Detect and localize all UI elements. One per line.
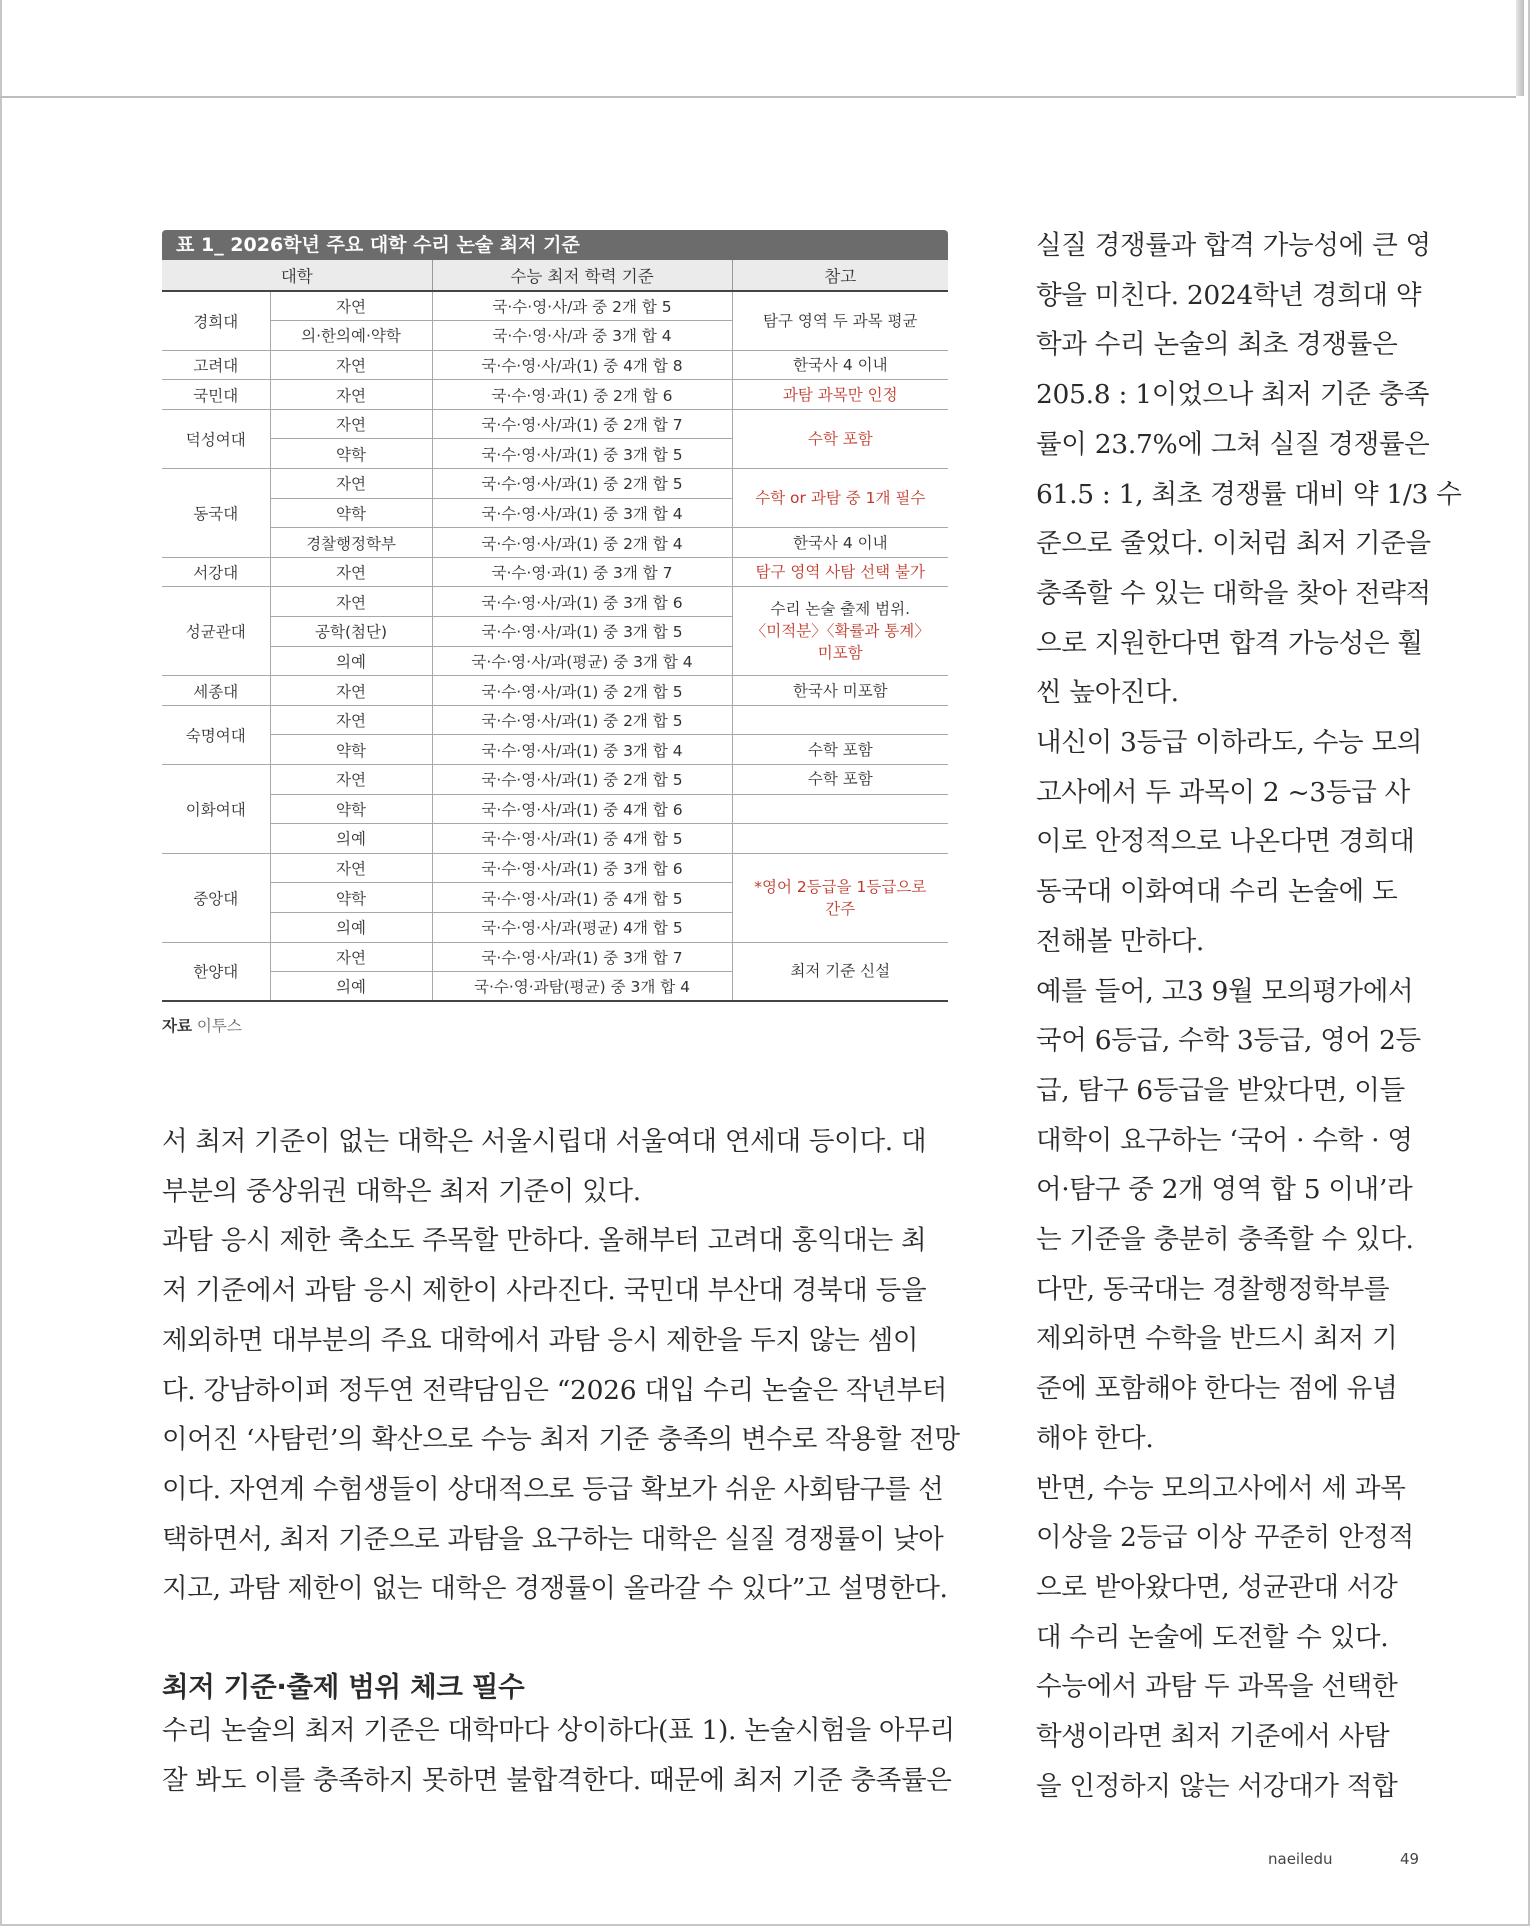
track-cell: 약학	[270, 735, 432, 765]
note-cell: 한국사 4 이내	[732, 528, 948, 558]
source-name: 이투스	[196, 1017, 242, 1036]
note-cell: 수학 포함	[732, 735, 948, 765]
header-criteria: 수능 최저 학력 기준	[432, 260, 732, 291]
note-cell	[732, 587, 948, 676]
table-row	[162, 350, 948, 380]
note-cell-highlight	[732, 853, 948, 942]
page-fold-shadow	[1516, 0, 1524, 96]
text-line: 지고, 과탐 제한이 없는 대학은 경쟁률이 올라갈 수 있다”고 설명한다.	[162, 1573, 948, 1605]
track-cell: 의·한의예·약학	[270, 321, 432, 351]
track-cell: 약학	[270, 498, 432, 528]
criteria-cell: 국·수·영·사/과(1) 중 4개 합 5	[432, 883, 732, 913]
text-line: 부분의 중상위권 대학은 최저 기준이 있다.	[162, 1175, 641, 1207]
criteria-cell: 국·수·영·과(1) 중 3개 합 7	[432, 557, 732, 587]
table-row	[162, 409, 948, 439]
university-cell: 덕성여대	[162, 409, 270, 468]
text-line: 전해볼 만하다.	[1036, 925, 1205, 957]
track-cell: 자연	[270, 350, 432, 380]
text-line: 준으로 줄었다. 이처럼 최저 기준을	[1036, 528, 1431, 560]
table-row	[162, 942, 948, 972]
text-line: 률이 23.7%에 그쳐 실질 경쟁률은	[1036, 428, 1430, 460]
text-line: 이상을 2등급 이상 꾸준히 안정적	[1036, 1522, 1414, 1554]
track-cell: 경찰행정학부	[270, 528, 432, 558]
text-line: 저 기준에서 과탐 응시 제한이 사라진다. 국민대 부산대 경북대 등을	[162, 1275, 927, 1307]
track-cell: 자연	[270, 942, 432, 972]
table-row	[162, 853, 948, 883]
text-line: 향을 미친다. 2024학년 경희대 약	[1036, 279, 1422, 311]
note-cell-highlight: 과탐 과목만 인정	[732, 380, 948, 410]
text-line: 국어 6등급, 수학 3등급, 영어 2등	[1036, 1025, 1421, 1057]
table-header-row	[162, 260, 948, 291]
track-cell: 자연	[270, 853, 432, 883]
right-column-text	[1036, 221, 1462, 1812]
text-line: 61.5 : 1, 최초 경쟁률 대비 약 1/3 수	[1036, 478, 1462, 510]
criteria-cell: 국·수·영·사/과 중 3개 합 4	[432, 321, 732, 351]
criteria-cell: 국·수·영·사/과(1) 중 4개 합 6	[432, 794, 732, 824]
university-cell: 숙명여대	[162, 705, 270, 764]
criteria-cell: 국·수·영·사/과(1) 중 2개 합 4	[432, 528, 732, 558]
criteria-cell: 국·수·영·사/과(1) 중 3개 합 6	[432, 853, 732, 883]
note-cell: 한국사 4 이내	[732, 350, 948, 380]
footer-site-name: naeiledu	[1268, 1850, 1333, 1868]
text-line: 으로 받아왔다면, 성균관대 서강	[1036, 1571, 1398, 1603]
text-line: 을 인정하지 않는 서강대가 적합	[1036, 1770, 1398, 1802]
text-line: 대학이 요구하는 ‘국어 · 수학 · 영	[1036, 1124, 1413, 1156]
text-line: 동국대 이화여대 수리 논술에 도	[1036, 876, 1398, 908]
note-line: 수리 논술 출제 범위.	[770, 600, 911, 619]
header-note: 참고	[732, 260, 948, 291]
track-cell: 자연	[270, 380, 432, 410]
table-row	[162, 676, 948, 706]
track-cell: 자연	[270, 291, 432, 321]
note-cell	[732, 824, 948, 854]
section-heading: 최저 기준·출제 범위 체크 필수	[162, 1671, 525, 1703]
text-line: 다. 강남하이퍼 정두연 전략담임은 “2026 대입 수리 논술은 작년부터	[162, 1374, 948, 1406]
table-row	[162, 291, 948, 321]
criteria-cell: 국·수·영·사/과(평균) 중 3개 합 4	[432, 646, 732, 676]
text-line: 씬 높아진다.	[1036, 677, 1179, 709]
text-line: 서 최저 기준이 없는 대학은 서울시립대 서울여대 연세대 등이다. 대	[162, 1126, 927, 1157]
text-line: 반면, 수능 모의고사에서 세 과목	[1036, 1472, 1406, 1504]
note-cell: 탐구 영역 두 과목 평균	[732, 291, 948, 350]
table-row	[162, 824, 948, 854]
university-cell: 중앙대	[162, 853, 270, 942]
text-line: 이로 안정적으로 나온다면 경희대	[1036, 826, 1415, 858]
text-line: 이다. 자연계 수험생들이 상대적으로 등급 확보가 쉬운 사회탐구를 선	[162, 1473, 944, 1505]
table-row	[162, 380, 948, 410]
table-row	[162, 735, 948, 765]
note-line-highlight: *영어 2등급을 1등급으로	[754, 877, 927, 896]
table-row	[162, 557, 948, 587]
note-cell	[732, 794, 948, 824]
criteria-cell: 국·수·영·사/과(1) 중 3개 합 5	[432, 617, 732, 647]
table-source	[162, 1014, 948, 1036]
text-line: 는 기준을 충분히 충족할 수 있다.	[1036, 1224, 1414, 1256]
university-cell: 한양대	[162, 942, 270, 1001]
note-line-highlight: 미포함	[817, 644, 863, 663]
left-column-text-bottom	[162, 1706, 955, 1805]
top-rule	[0, 96, 1516, 98]
text-line: 다만, 동국대는 경찰행정학부를	[1036, 1273, 1390, 1305]
table-row	[162, 587, 948, 617]
criteria-cell: 국·수·영·과탐(평균) 중 3개 합 4	[432, 972, 732, 1002]
criteria-table	[162, 260, 948, 1002]
university-cell: 세종대	[162, 676, 270, 706]
criteria-cell: 국·수·영·사/과(1) 중 3개 합 4	[432, 498, 732, 528]
track-cell: 자연	[270, 469, 432, 499]
text-line: 수능에서 과탐 두 과목을 선택한	[1036, 1671, 1398, 1703]
text-line: 택하면서, 최저 기준으로 과탐을 요구하는 대학은 실질 경쟁률이 낮아	[162, 1523, 944, 1555]
university-cell: 동국대	[162, 469, 270, 558]
criteria-cell: 국·수·영·사/과 중 2개 합 5	[432, 291, 732, 321]
note-cell-highlight: 수학 포함	[732, 409, 948, 468]
track-cell: 의예	[270, 646, 432, 676]
track-cell: 약학	[270, 883, 432, 913]
text-line: 해야 한다.	[1036, 1422, 1154, 1454]
track-cell: 자연	[270, 557, 432, 587]
criteria-cell: 국·수·영·사/과(1) 중 2개 합 5	[432, 676, 732, 706]
text-line: 제외하면 대부분의 주요 대학에서 과탐 응시 제한을 두지 않는 셈이	[162, 1324, 919, 1356]
table-row	[162, 469, 948, 499]
criteria-cell: 국·수·영·사/과(평균) 4개 합 5	[432, 912, 732, 942]
text-line: 잘 봐도 이를 충족하지 못하면 불합격한다. 때문에 최저 기준 충족률은	[162, 1764, 952, 1796]
criteria-cell: 국·수·영·사/과(1) 중 3개 합 5	[432, 439, 732, 469]
text-line: 준에 포함해야 한다는 점에 유념	[1036, 1373, 1398, 1405]
track-cell: 자연	[270, 587, 432, 617]
criteria-cell: 국·수·영·사/과(1) 중 2개 합 7	[432, 409, 732, 439]
text-line: 학생이라면 최저 기준에서 사탐	[1036, 1721, 1390, 1753]
track-cell: 의예	[270, 824, 432, 854]
university-cell: 국민대	[162, 380, 270, 410]
text-line: 대 수리 논술에 도전할 수 있다.	[1036, 1621, 1389, 1653]
note-cell: 한국사 미포함	[732, 676, 948, 706]
criteria-table-block	[162, 230, 948, 1036]
text-line: 예를 들어, 고3 9월 모의평가에서	[1036, 975, 1414, 1007]
track-cell: 자연	[270, 409, 432, 439]
text-line: 급, 탐구 6등급을 받았다면, 이들	[1036, 1074, 1405, 1106]
text-line: 205.8 : 1이었으나 최저 기준 충족	[1036, 379, 1430, 411]
table-row	[162, 765, 948, 795]
text-line: 충족할 수 있는 대학을 찾아 전략적	[1036, 577, 1431, 609]
table-row	[162, 794, 948, 824]
track-cell: 공학(첨단)	[270, 617, 432, 647]
left-column-text-top	[162, 1117, 960, 1614]
text-line: 제외하면 수학을 반드시 최저 기	[1036, 1323, 1398, 1355]
criteria-cell: 국·수·영·사/과(1) 중 3개 합 4	[432, 735, 732, 765]
text-line: 으로 지원한다면 합격 가능성은 훨	[1036, 627, 1423, 659]
criteria-cell: 국·수·영·사/과(1) 중 2개 합 5	[432, 469, 732, 499]
text-line: 이어진 ‘사탐런’의 확산으로 수능 최저 기준 충족의 변수로 작용할 전망	[162, 1424, 960, 1456]
text-line: 내신이 3등급 이하라도, 수능 모의	[1036, 727, 1423, 759]
track-cell: 자연	[270, 676, 432, 706]
track-cell: 의예	[270, 972, 432, 1002]
text-line: 과탐 응시 제한 축소도 주목할 만하다. 올해부터 고려대 홍익대는 최	[162, 1225, 927, 1257]
table-row	[162, 705, 948, 735]
text-line: 수리 논술의 최저 기준은 대학마다 상이하다(표 1). 논술시험을 아무리	[162, 1715, 955, 1746]
note-cell-highlight: 수학 or 과탐 중 1개 필수	[732, 469, 948, 528]
university-cell: 고려대	[162, 350, 270, 380]
criteria-cell: 국·수·영·사/과(1) 중 3개 합 7	[432, 942, 732, 972]
text-line: 학과 수리 논술의 최초 경쟁률은	[1036, 329, 1398, 361]
criteria-cell: 국·수·영·사/과(1) 중 2개 합 5	[432, 765, 732, 795]
text-line: 고사에서 두 과목이 2 ~3등급 사	[1036, 776, 1410, 808]
track-cell: 약학	[270, 794, 432, 824]
criteria-cell: 국·수·영·사/과(1) 중 4개 합 5	[432, 824, 732, 854]
university-cell: 경희대	[162, 291, 270, 350]
criteria-cell: 국·수·영·사/과(1) 중 4개 합 8	[432, 350, 732, 380]
track-cell: 자연	[270, 705, 432, 735]
table-row	[162, 528, 948, 558]
criteria-cell: 국·수·영·사/과(1) 중 2개 합 5	[432, 705, 732, 735]
university-cell: 성균관대	[162, 587, 270, 676]
text-line: 실질 경쟁률과 합격 가능성에 큰 영	[1036, 230, 1431, 261]
text-line: 어·탐구 중 2개 영역 합 5 이내’라	[1036, 1174, 1413, 1206]
criteria-cell: 국·수·영·사/과(1) 중 3개 합 6	[432, 587, 732, 617]
track-cell: 의예	[270, 912, 432, 942]
source-label: 자료	[162, 1017, 192, 1036]
page-number: 49	[1400, 1850, 1420, 1868]
university-cell: 이화여대	[162, 765, 270, 854]
note-cell: 최저 기준 신설	[732, 942, 948, 1001]
note-line-highlight: 간주	[825, 899, 856, 918]
track-cell: 자연	[270, 765, 432, 795]
criteria-cell: 국·수·영·과(1) 중 2개 합 6	[432, 380, 732, 410]
header-university: 대학	[162, 260, 432, 291]
note-cell: 수학 포함	[732, 765, 948, 795]
track-cell: 약학	[270, 439, 432, 469]
note-cell-highlight: 탐구 영역 사탐 선택 불가	[732, 557, 948, 587]
university-cell: 서강대	[162, 557, 270, 587]
note-line-highlight: 〈미적분〉〈확률과 통계〉	[750, 622, 930, 641]
table-title: 표 1_ 2026학년 주요 대학 수리 논술 최저 기준	[162, 230, 948, 260]
note-cell	[732, 705, 948, 735]
